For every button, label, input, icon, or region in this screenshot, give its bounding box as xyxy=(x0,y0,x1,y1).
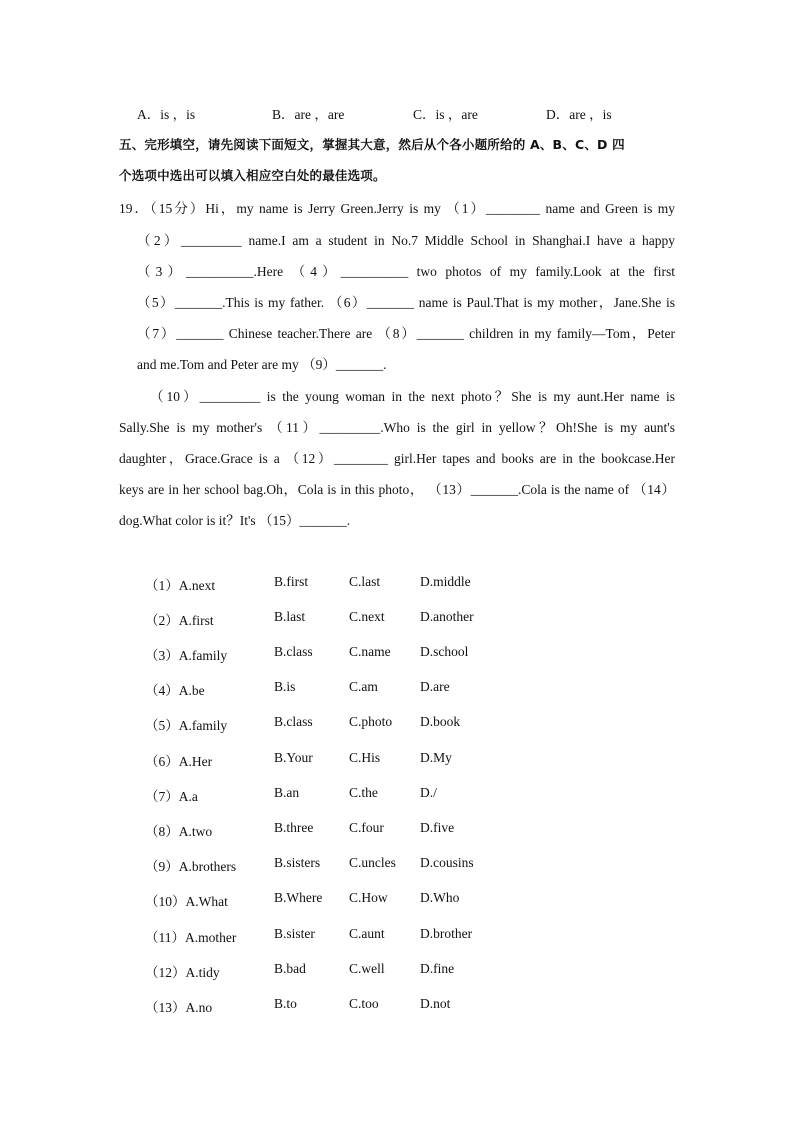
passage-line: （3）__________.Here （4）__________ two photos of my family.Look at the first xyxy=(137,264,675,279)
option-b: B.three xyxy=(274,820,314,835)
option-b: B．are ，are xyxy=(272,107,345,122)
option-c: C.How xyxy=(349,890,388,905)
option-a: （6）A.Her xyxy=(145,754,213,769)
option-d: D.fine xyxy=(420,961,455,976)
passage-line: daughter，Grace.Grace is a （12）________ girl.Her tapes and books are in the bookcase.Her xyxy=(119,451,675,466)
option-d: D.another xyxy=(420,609,474,624)
option-d: D.not xyxy=(420,996,451,1011)
option-c: C.name xyxy=(349,644,391,659)
option-a: （9）A.brothers xyxy=(145,859,237,874)
option-a: （13）A.no xyxy=(145,1000,213,1015)
option-d: D．are ，is xyxy=(546,107,612,122)
option-d: D.My xyxy=(420,750,452,765)
option-b: B.sisters xyxy=(274,855,321,870)
option-d: D.cousins xyxy=(420,855,474,870)
option-a: （4）A.be xyxy=(145,683,205,698)
option-d: D.middle xyxy=(420,574,471,589)
option-a: （5）A.family xyxy=(145,718,228,733)
option-c: C.His xyxy=(349,750,381,765)
option-a: （10）A.What xyxy=(145,894,228,909)
passage-line: and me.Tom and Peter are my （9）_______. xyxy=(137,357,387,372)
passage-line: （10）_________ is the young woman in the next photo？She is my aunt.Her name is xyxy=(150,389,675,404)
option-d: D.book xyxy=(420,714,461,729)
option-b: B.last xyxy=(274,609,306,624)
option-b: B.class xyxy=(274,714,313,729)
passage-line: 19．（15分）Hi，my name is Jerry Green.Jerry is my （1）________ name and Green is my xyxy=(119,201,675,216)
option-a: （2）A.first xyxy=(145,613,214,628)
option-b: B.sister xyxy=(274,926,315,941)
passage-line: （7）_______ Chinese teacher.There are （8）_______ children in my family—Tom，Peter xyxy=(137,326,675,341)
option-a: （8）A.two xyxy=(145,824,213,839)
option-a: （1）A.next xyxy=(145,578,216,593)
option-b: B.is xyxy=(274,679,296,694)
option-c: C.photo xyxy=(349,714,393,729)
option-a: （12）A.tidy xyxy=(145,965,220,980)
option-d: D./ xyxy=(420,785,437,800)
option-d: D.school xyxy=(420,644,469,659)
option-d: D.are xyxy=(420,679,450,694)
passage-line: （2）_________ name.I am a student in No.7 Middle School in Shanghai.I have a happy xyxy=(137,233,675,248)
option-b: B.to xyxy=(274,996,297,1011)
section-title-continued: 个选项中选出可以填入相应空白处的最佳选项。 xyxy=(119,168,386,183)
option-d: D.Who xyxy=(420,890,460,905)
option-a: （3）A.family xyxy=(145,648,228,663)
option-d: D.brother xyxy=(420,926,473,941)
option-c: C．is ，are xyxy=(413,107,478,122)
passage-line: dog.What color is it？It's （15）_______. xyxy=(119,513,351,528)
option-c: C.too xyxy=(349,996,379,1011)
option-c: C.uncles xyxy=(349,855,396,870)
option-c: C.last xyxy=(349,574,381,589)
passage-line: keys are in her school bag.Oh，Cola is in this photo， （13）_______.Cola is the name of （14） xyxy=(119,482,675,497)
option-c: C.the xyxy=(349,785,378,800)
option-b: B.first xyxy=(274,574,309,589)
option-b: B.class xyxy=(274,644,313,659)
option-c: C.next xyxy=(349,609,385,624)
option-c: C.am xyxy=(349,679,378,694)
option-c: C.four xyxy=(349,820,384,835)
option-b: B.an xyxy=(274,785,300,800)
option-b: B.Where xyxy=(274,890,323,905)
option-b: B.Your xyxy=(274,750,313,765)
option-a: （11）A.mother xyxy=(145,930,237,945)
passage-line: Sally.She is my mother's （11）_________.Who is the girl in yellow？Oh!She is my aunt's xyxy=(119,420,675,435)
option-a: （7）A.a xyxy=(145,789,198,804)
option-c: C.well xyxy=(349,961,385,976)
option-a: A．is ，is xyxy=(137,107,196,122)
option-c: C.aunt xyxy=(349,926,385,941)
section-title: 五、完形填空，请先阅读下面短文，掌握其大意，然后从个各小题所给的 A、B、C、D 四 xyxy=(119,137,625,152)
passage-line: （5）_______.This is my father. （6）_______ name is Paul.That is my mother，Jane.She is xyxy=(137,295,675,310)
option-d: D.five xyxy=(420,820,455,835)
option-b: B.bad xyxy=(274,961,306,976)
